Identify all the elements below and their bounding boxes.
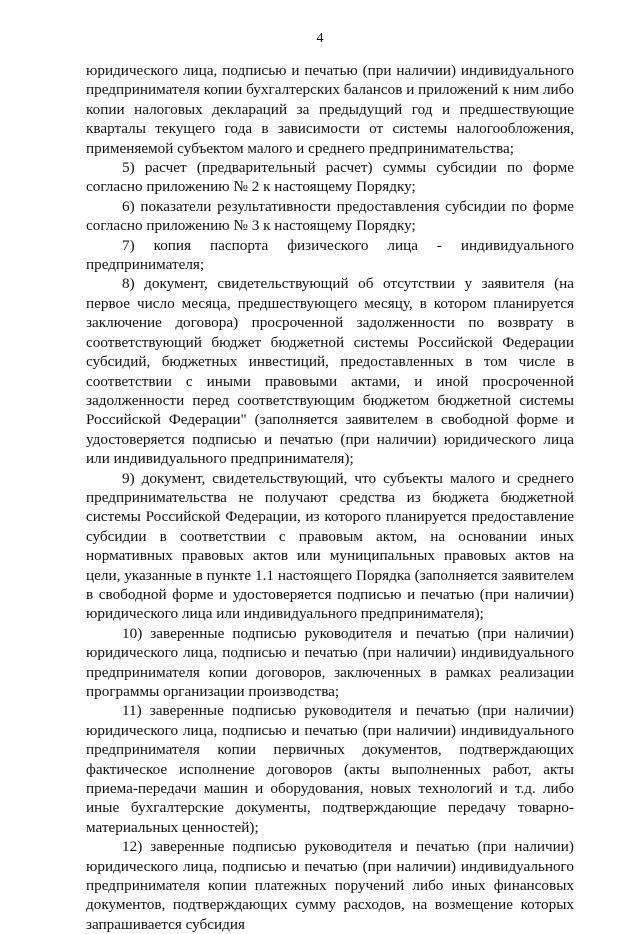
page-number: 4 <box>316 31 324 46</box>
paragraph-item-10: 10) заверенные подписью руководителя и печатью (при наличии) юридического лица, подписью и печатью (при наличии) индивидуального предпринимателя копии договоров, заключенных в рамках реализации программы организации производства; <box>86 624 574 700</box>
paragraph-item-12: 12) заверенные подписью руководителя и печатью (при наличии) юридического лица, подписью и печатью (при наличии) индивидуального предпринимателя копии платежных поручений либо иных финансовых документов, подтверждающих сумму расходов, на возмещение которых запрашивается субсидия <box>86 838 574 933</box>
paragraph-continuation: юридического лица, подписью и печатью (при наличии) индивидуального предпринимателя копии бухгалтерских балансов и приложений к ним либо копии налоговых деклараций за предыдущий год и предшествующие кварталы текущего года в зависимости от системы налогообложения, применяемой субъектом малого и среднего предпринимательства; <box>86 62 574 157</box>
paragraph-item-9: 9) документ, свидетельствующий, что субъекты малого и среднего предпринимательства не получают средства из бюджета бюджетной системы Российской Федерации, из которого планируется предоставление субсидии в соответствии с правовым актом, на основании иных нормативных правовых актов или муниципальных правовых актов на цели, указанные в пункте 1.1 настоящего Порядка (заполняется заявителем в свободной форме и удостоверяется подписью и печатью (при наличии) юридического лица или индивидуального предпринимателя); <box>86 469 574 623</box>
paragraph-item-5: 5) расчет (предварительный расчет) суммы субсидии по форме согласно приложению № 2 к настоящему Порядку; <box>86 159 574 196</box>
paragraph-item-7: 7) копия паспорта физического лица - индивидуального предпринимателя; <box>86 236 574 274</box>
document-body <box>86 61 574 934</box>
paragraph-item-11: 11) заверенные подписью руководителя и печатью (при наличии) юридического лица, подписью и печатью (при наличии) индивидуального предпринимателя копии первичных документов, подтверждающих фактическое исполнение договоров (акты выполненных работ, акты приема-передачи машин и оборудования, новых технологий и т.д. либо иные бухгалтерские документы, подтверждающие передачу товарно-материальных ценностей); <box>86 702 574 836</box>
paragraph-item-8: 8) документ, свидетельствующий об отсутствии у заявителя (на первое число месяца, предшествующего месяцу, в котором планируется заключение договора) просроченной задолженности по возврату в соответствующий бюджет бюджетной системы Российской Федерации субсидий, бюджетных инвестиций, предоставленных в том числе в соответствии с иными правовыми актами, и иной просроченной задолженности перед соответствующим бюджетом бюджетной системы Российской Федерации" (заполняется заявителем в свободной форме и удостоверяется подписью и печатью (при наличии) юридического лица или индивидуального предпринимателя); <box>86 275 574 468</box>
paragraph-item-6: 6) показатели результативности предоставления субсидии по форме согласно приложению № 3 к настоящему Порядку; <box>86 197 574 235</box>
